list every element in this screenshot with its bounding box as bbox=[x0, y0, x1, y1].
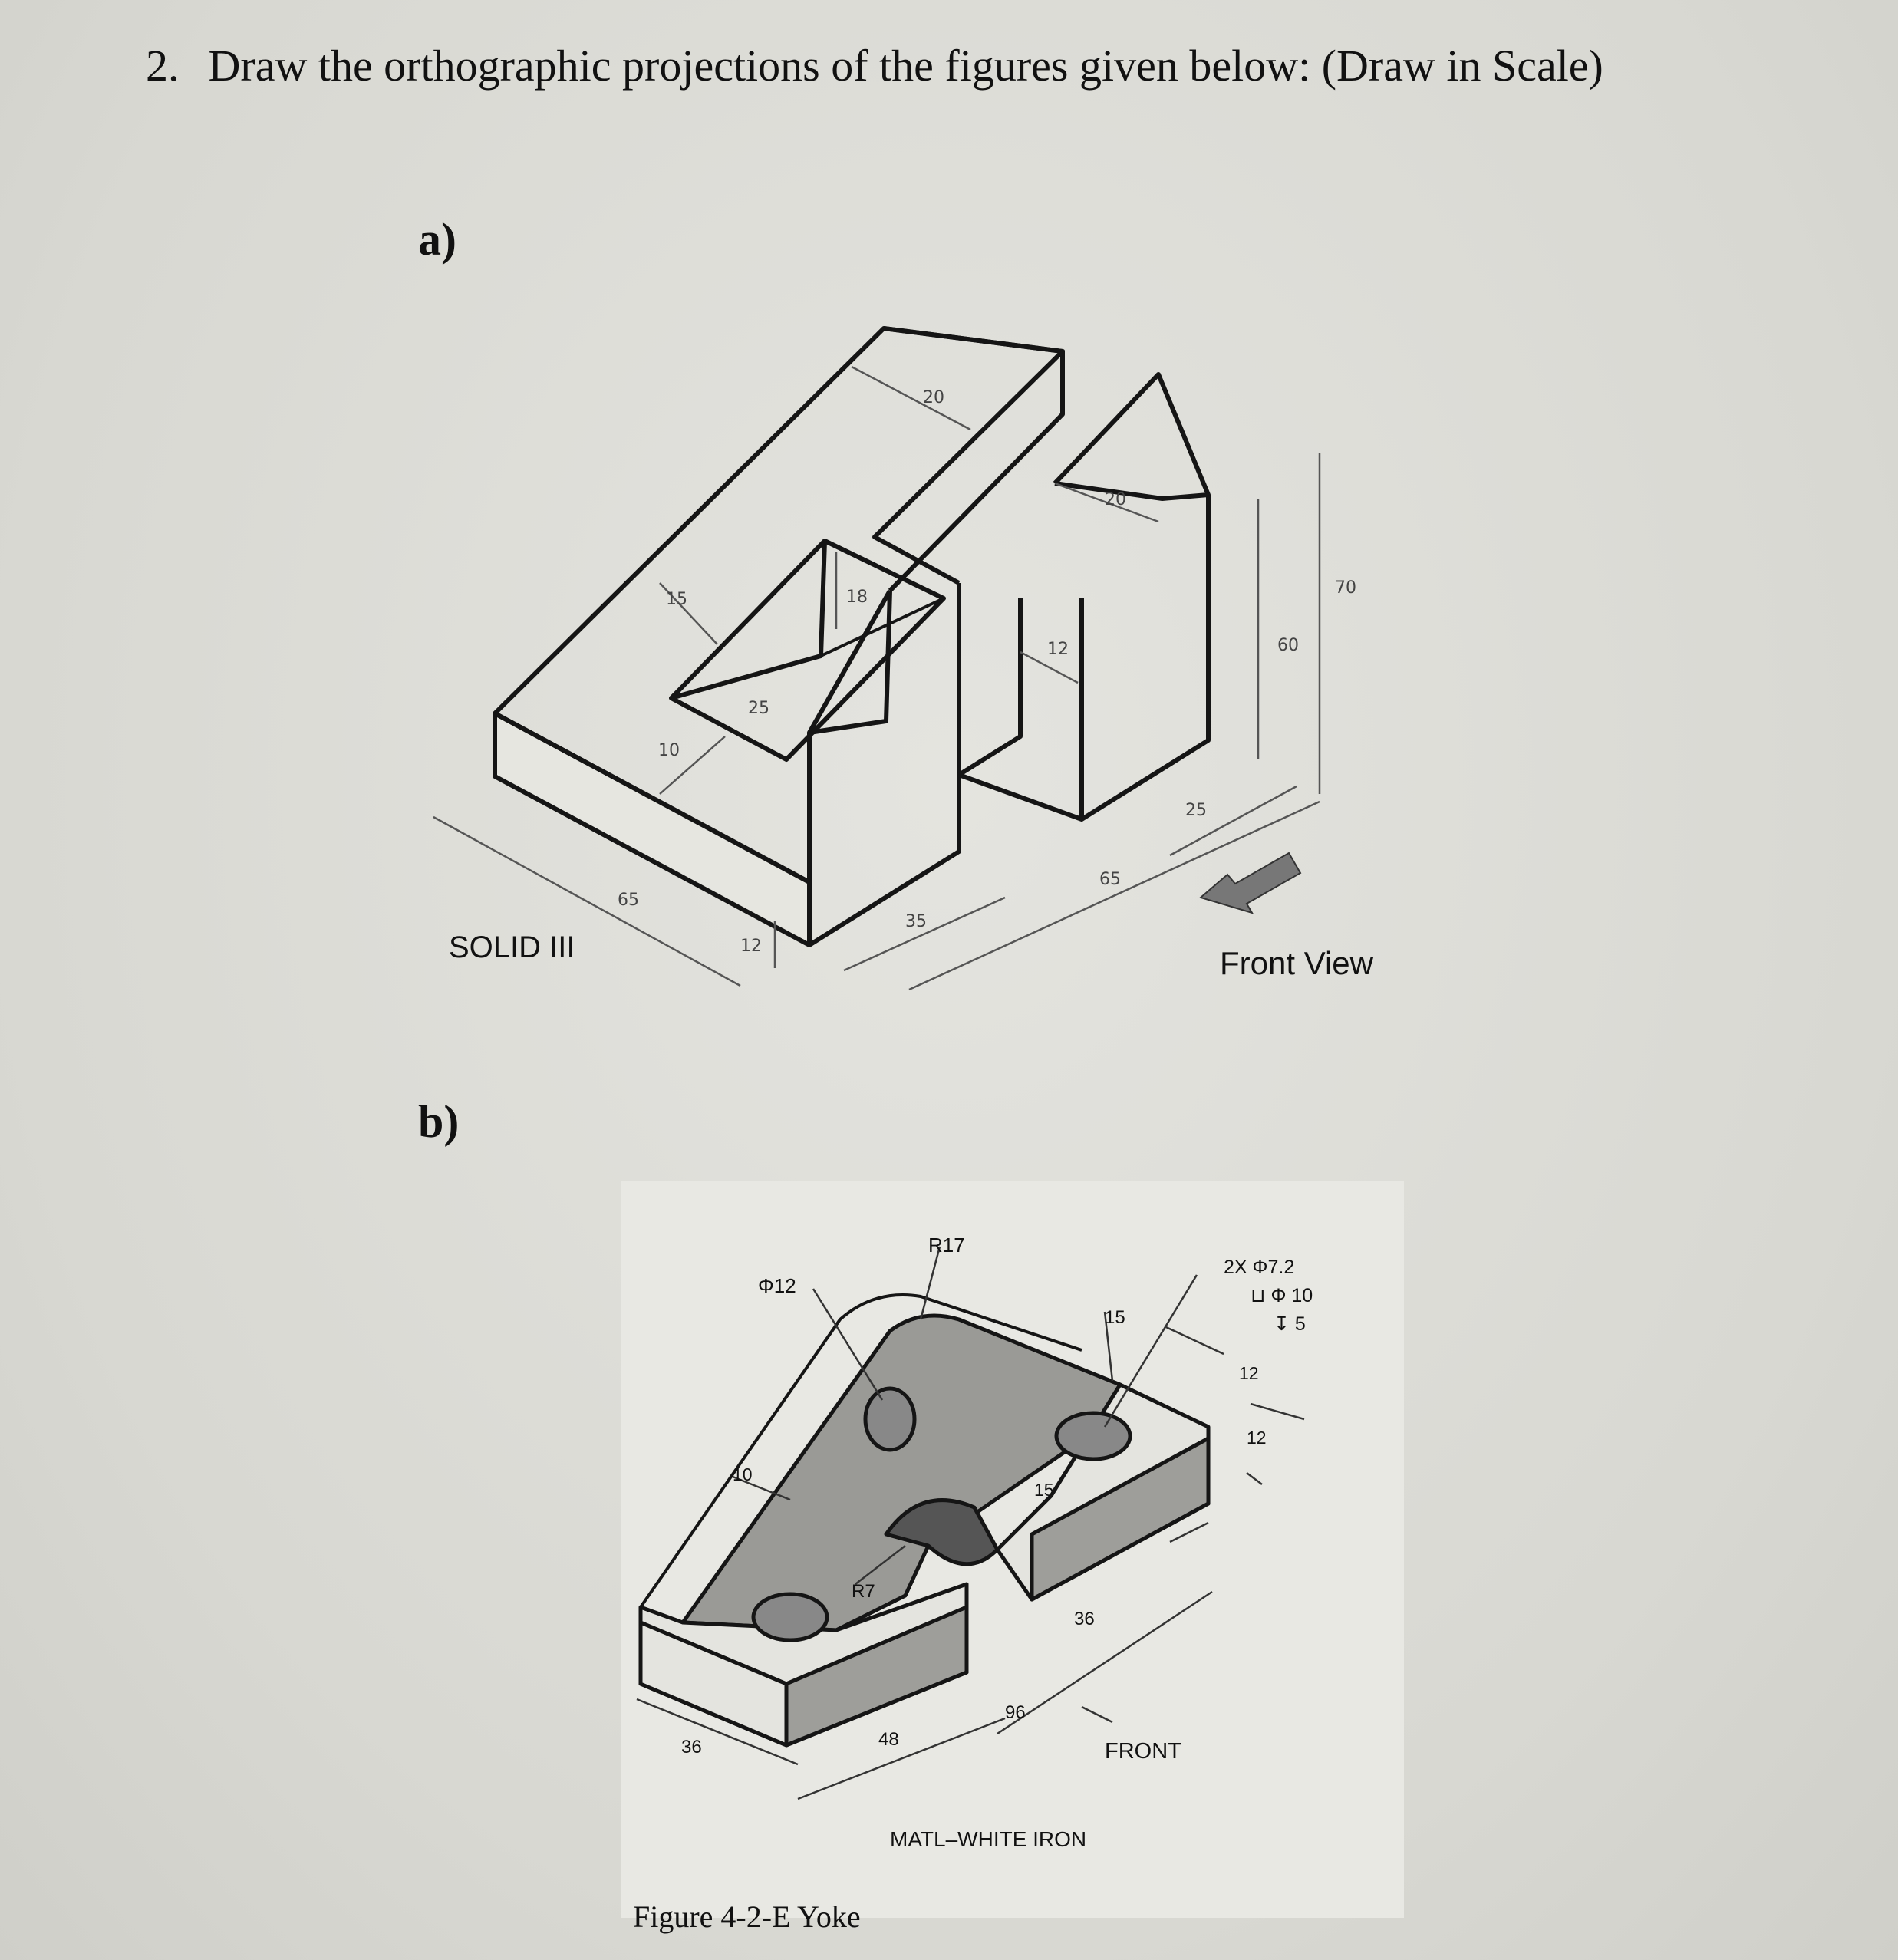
front-label: FRONT bbox=[1105, 1739, 1181, 1764]
dim-depth: 48 bbox=[878, 1729, 899, 1750]
counterbore-left-icon bbox=[753, 1594, 827, 1640]
dim-slot-width: 25 bbox=[748, 699, 769, 718]
dim-step-upper: 12 bbox=[1239, 1363, 1259, 1383]
material-label: MATL–WHITE IRON bbox=[890, 1827, 1087, 1851]
dim-radius-top: R17 bbox=[928, 1234, 965, 1257]
dim-slot: 15 bbox=[1034, 1480, 1054, 1500]
dim-width-left: 36 bbox=[681, 1737, 702, 1757]
dim-counterbore-1: 2X Φ7.2 bbox=[1224, 1257, 1295, 1278]
top-hole-icon bbox=[865, 1388, 914, 1450]
dim-offset: 10 bbox=[733, 1464, 753, 1484]
dim-radius-slot: R7 bbox=[852, 1581, 875, 1602]
dim-step: 12 bbox=[1047, 640, 1069, 659]
dim-counterbore-2: ⊔ Φ 10 bbox=[1251, 1285, 1313, 1306]
solid-iii-label: SOLID III bbox=[449, 931, 575, 964]
front-view-label: Front View bbox=[1220, 945, 1373, 981]
dim-height-total: 70 bbox=[1335, 578, 1356, 598]
dim-base-height: 12 bbox=[740, 937, 762, 956]
dim-hole-dia: Φ12 bbox=[758, 1274, 796, 1297]
front-view-arrow bbox=[1201, 853, 1300, 913]
dim-counterbore-3: ↧ 5 bbox=[1274, 1313, 1306, 1335]
dim-step-lower: 12 bbox=[1247, 1428, 1267, 1448]
dim-height-top: 15 bbox=[1105, 1307, 1125, 1328]
solid-iii-dimension-lines bbox=[433, 367, 1320, 990]
figure-caption: Figure 4-2-E Yoke bbox=[633, 1899, 861, 1934]
dim-length: 96 bbox=[1005, 1702, 1026, 1723]
dim-slot-depth: 18 bbox=[846, 588, 868, 607]
question-text: Draw the orthographic projections of the figures given below: (Draw in Scale) bbox=[208, 41, 1603, 91]
dim-slot-offset: 10 bbox=[658, 741, 680, 760]
question-number: 2. bbox=[146, 41, 180, 91]
dim-width-right: 36 bbox=[1074, 1609, 1095, 1629]
solid-iii-outline bbox=[495, 328, 1208, 945]
part-b-label: b) bbox=[418, 1096, 460, 1147]
part-a-label: a) bbox=[418, 214, 456, 265]
dim-height-inner: 60 bbox=[1277, 636, 1299, 655]
dim-depth-right: 25 bbox=[1185, 801, 1207, 820]
dim-right-width: 20 bbox=[1105, 490, 1126, 509]
dim-top-width: 20 bbox=[923, 388, 944, 407]
counterbore-right-icon bbox=[1056, 1413, 1130, 1459]
dim-front-mid: 35 bbox=[905, 912, 927, 931]
dim-length-left: 65 bbox=[618, 891, 639, 910]
dim-left-width: 15 bbox=[666, 590, 687, 609]
dim-length-right: 65 bbox=[1099, 870, 1121, 889]
